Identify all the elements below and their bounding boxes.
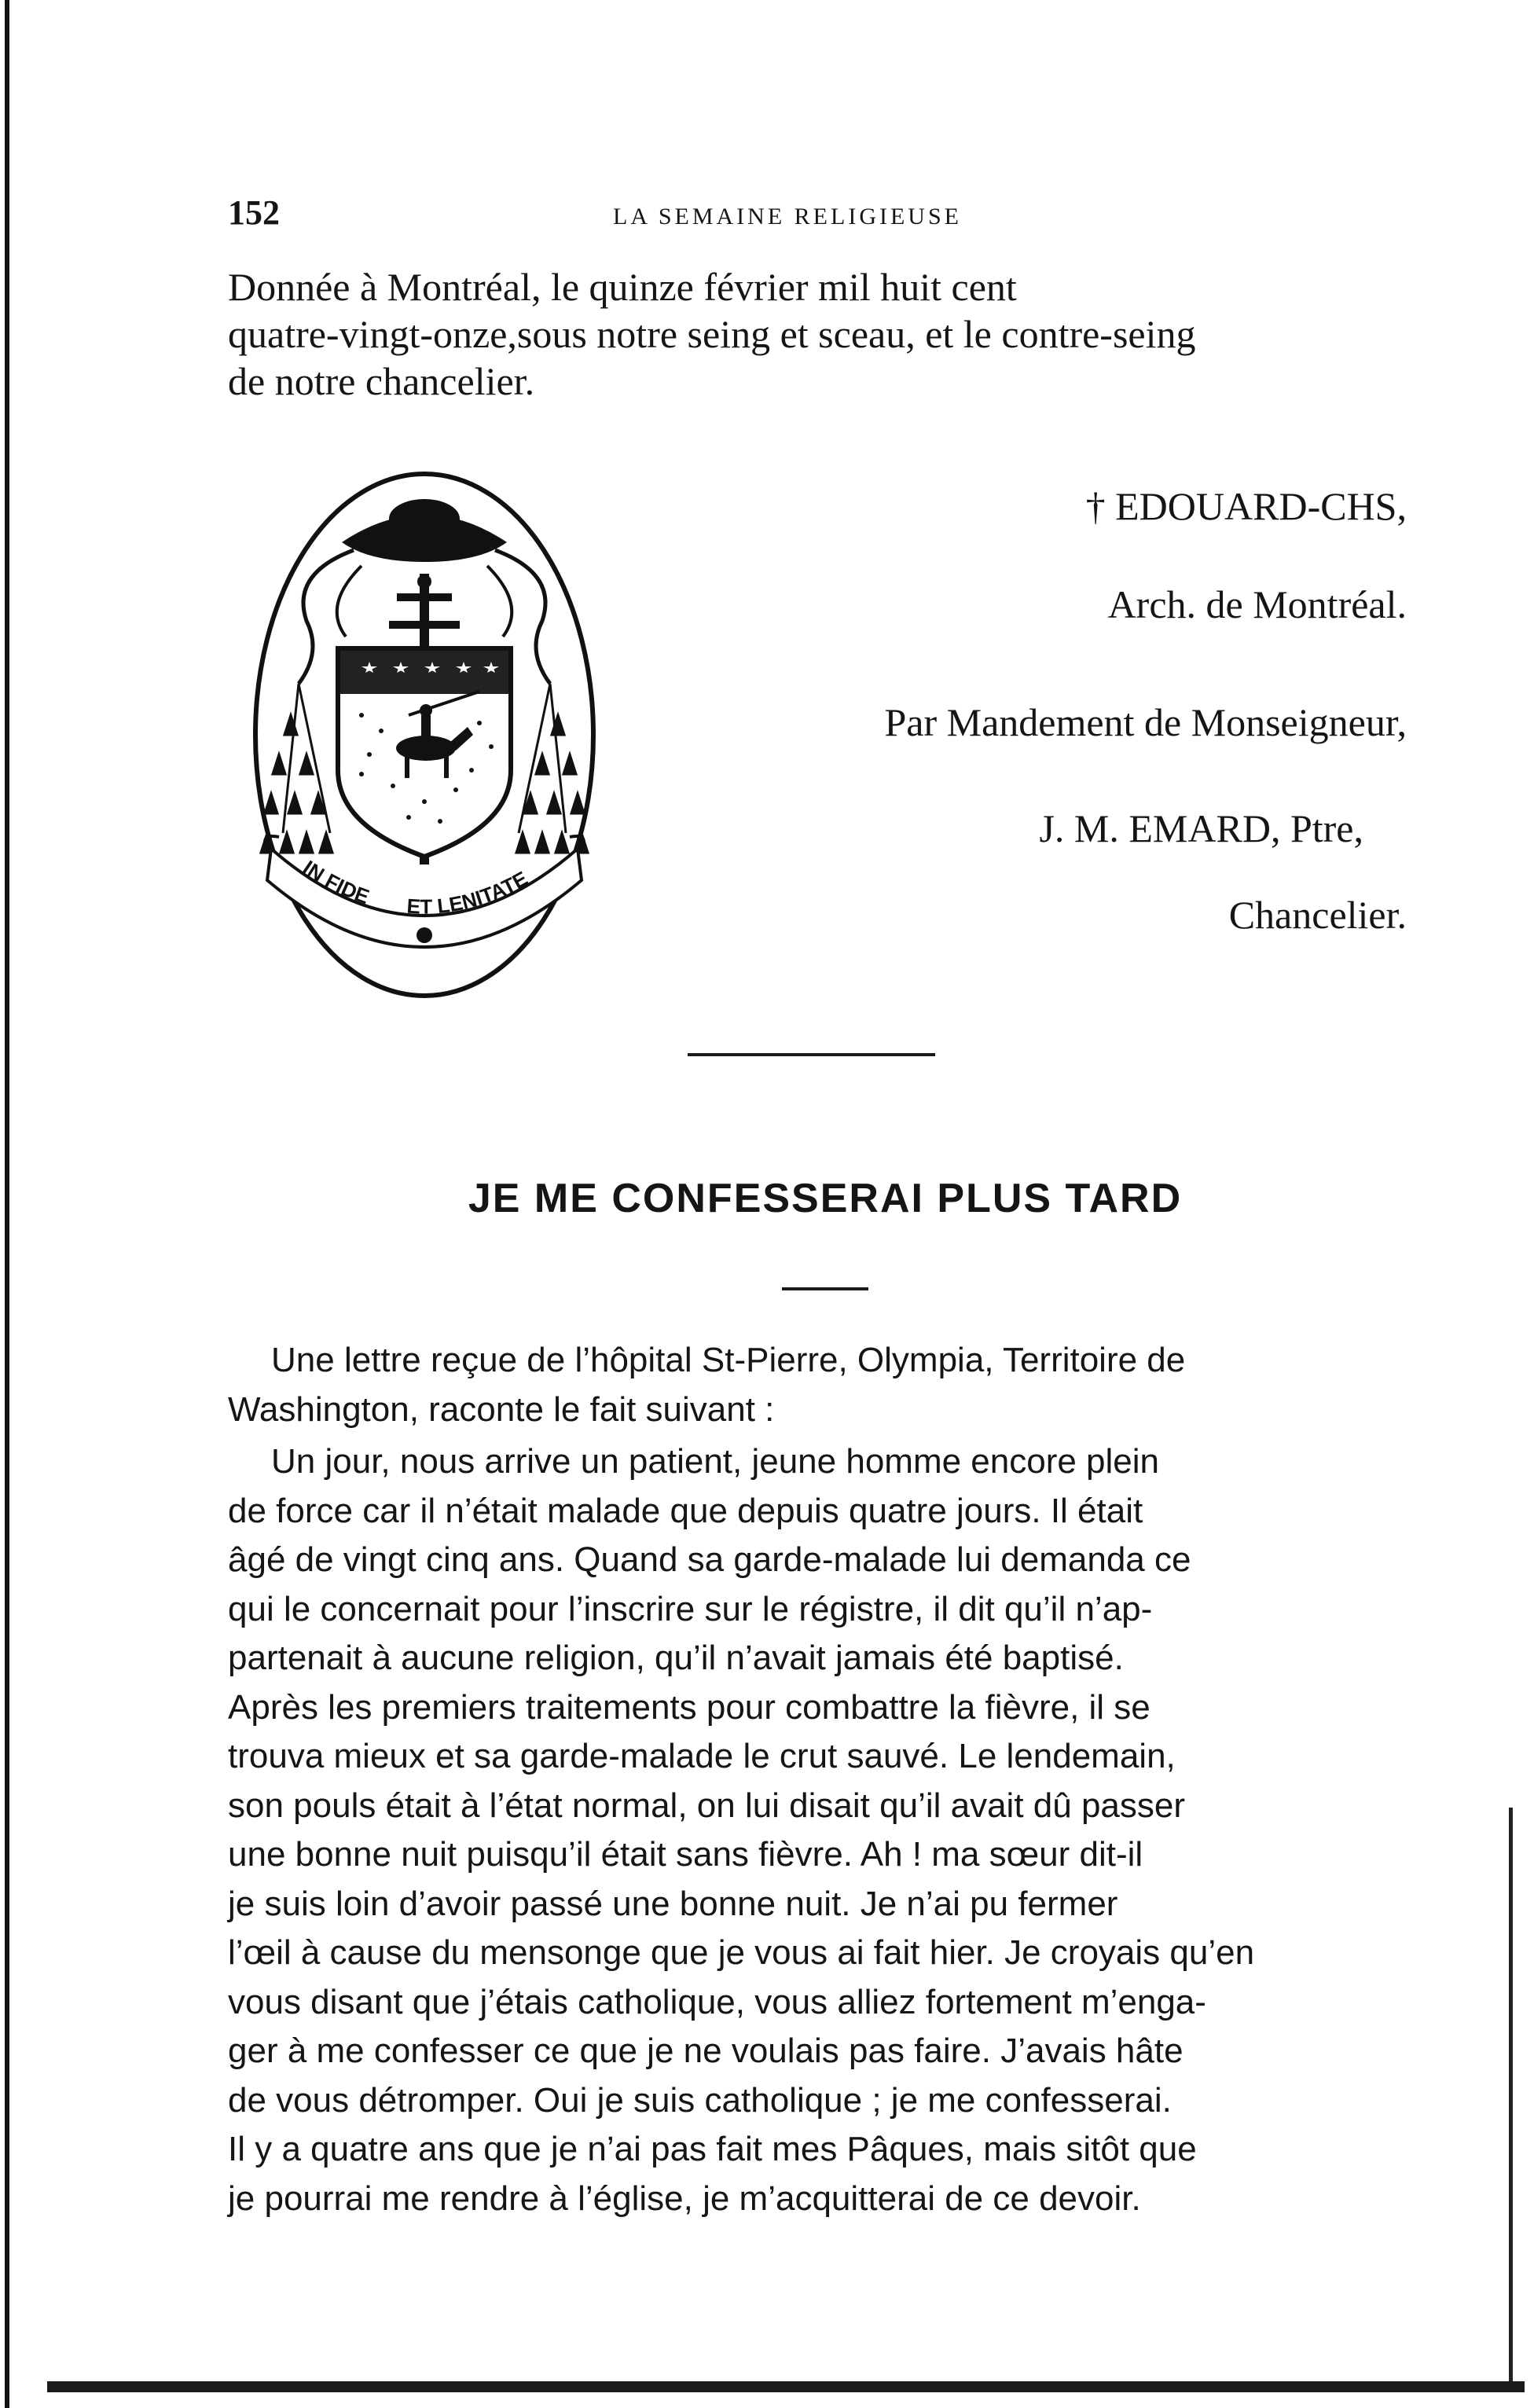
- page-number: 152: [228, 193, 280, 232]
- article-body: [228, 1336, 1415, 2223]
- motto-text-1: IN FIDE: [299, 855, 372, 909]
- article-line: Un jour, nous arrive un patient, jeune homme encore plein: [271, 1442, 1160, 1481]
- article-line: vous disant que j’étais catholique, vous alliez fortement m’enga-: [228, 1982, 1206, 2021]
- title-divider: [782, 1287, 868, 1290]
- article-line: je pourrai me rendre à l’église, je m’acquitterai de ce devoir.: [228, 2179, 1141, 2218]
- article-line: qui le concernait pour l’inscrire sur le régistre, il dit qu’il n’ap-: [228, 1589, 1153, 1628]
- dating-line: de notre chancelier.: [228, 359, 535, 403]
- tassels-left-icon: [261, 684, 332, 853]
- page-left-edge: [5, 0, 9, 2408]
- page-bottom-edge: [47, 2381, 1525, 2392]
- article-title: JE ME CONFESSERAI PLUS TARD: [468, 1176, 1183, 1221]
- article-line: Après les premiers traitements pour combattre la fièvre, il se: [228, 1687, 1150, 1727]
- dating-line: quatre-vingt-onze,sous notre seing et sceau, et le contre-seing: [228, 312, 1196, 356]
- heraldic-shield-icon: [338, 648, 511, 857]
- article-line: de vous détromper. Oui je suis catholique ; je me confesserai.: [228, 2080, 1172, 2120]
- archbishop-signature: † EDOUARD-CHS,: [1085, 484, 1407, 528]
- chancellor-title: Chancelier.: [1228, 893, 1407, 937]
- motto-text-2: ET LENITATE: [406, 866, 532, 919]
- article-line: partenait à aucune religion, qu’il n’avait jamais été baptisé.: [228, 1639, 1124, 1677]
- galero-hat-icon: [342, 499, 507, 562]
- article-line: âgé de vingt cinq ans. Quand sa garde-malade lui demanda ce: [228, 1540, 1191, 1579]
- article-line: je suis loin d’avoir passé une bonne nuit. Je n’ai pu fermer: [228, 1884, 1118, 1923]
- article-line: l’œil à cause du mensonge que je vous ai fait hier. Je croyais qu’en: [228, 1933, 1255, 1972]
- tassels-right-icon: [516, 684, 588, 853]
- coat-of-arms-seal: [244, 464, 605, 1006]
- archbishop-title: Arch. de Montréal.: [1107, 582, 1407, 626]
- article-line: Une lettre reçue de l’hôpital St-Pierre, Olympia, Territoire de: [271, 1341, 1186, 1379]
- running-head: LA SEMAINE RELIGIEUSE: [613, 204, 962, 229]
- dating-line: Donnée à Montréal, le quinze février mil huit cent: [228, 265, 1017, 309]
- mandate-line: Par Mandement de Monseigneur,: [884, 700, 1407, 744]
- article-line: de force car il n’était malade que depuis quatre jours. Il était: [228, 1491, 1143, 1530]
- page-header: [228, 193, 1415, 240]
- article-line: Washington, raconte le fait suivant :: [228, 1389, 775, 1429]
- article-line: ger à me confesser ce que je ne voulais pas faire. J’avais hâte: [228, 2032, 1184, 2070]
- article-line: trouva mieux et sa garde-malade le crut sauvé. Le lendemain,: [228, 1737, 1176, 1775]
- article-line: une bonne nuit puisqu’il était sans fièvre. Ah ! ma sœur dit-il: [228, 1835, 1143, 1874]
- chancellor-signature: J. M. EMARD, Ptre,: [1039, 806, 1363, 850]
- article-line: son pouls était à l’état normal, on lui disait qu’il avait dû passer: [228, 1786, 1186, 1825]
- section-divider: [688, 1053, 935, 1056]
- page-right-edge: [1509, 1808, 1513, 2381]
- dating-paragraph: [228, 263, 1407, 405]
- article-line: Il y a quatre ans que je n’ai pas fait mes Pâques, mais sitôt que: [228, 2130, 1197, 2168]
